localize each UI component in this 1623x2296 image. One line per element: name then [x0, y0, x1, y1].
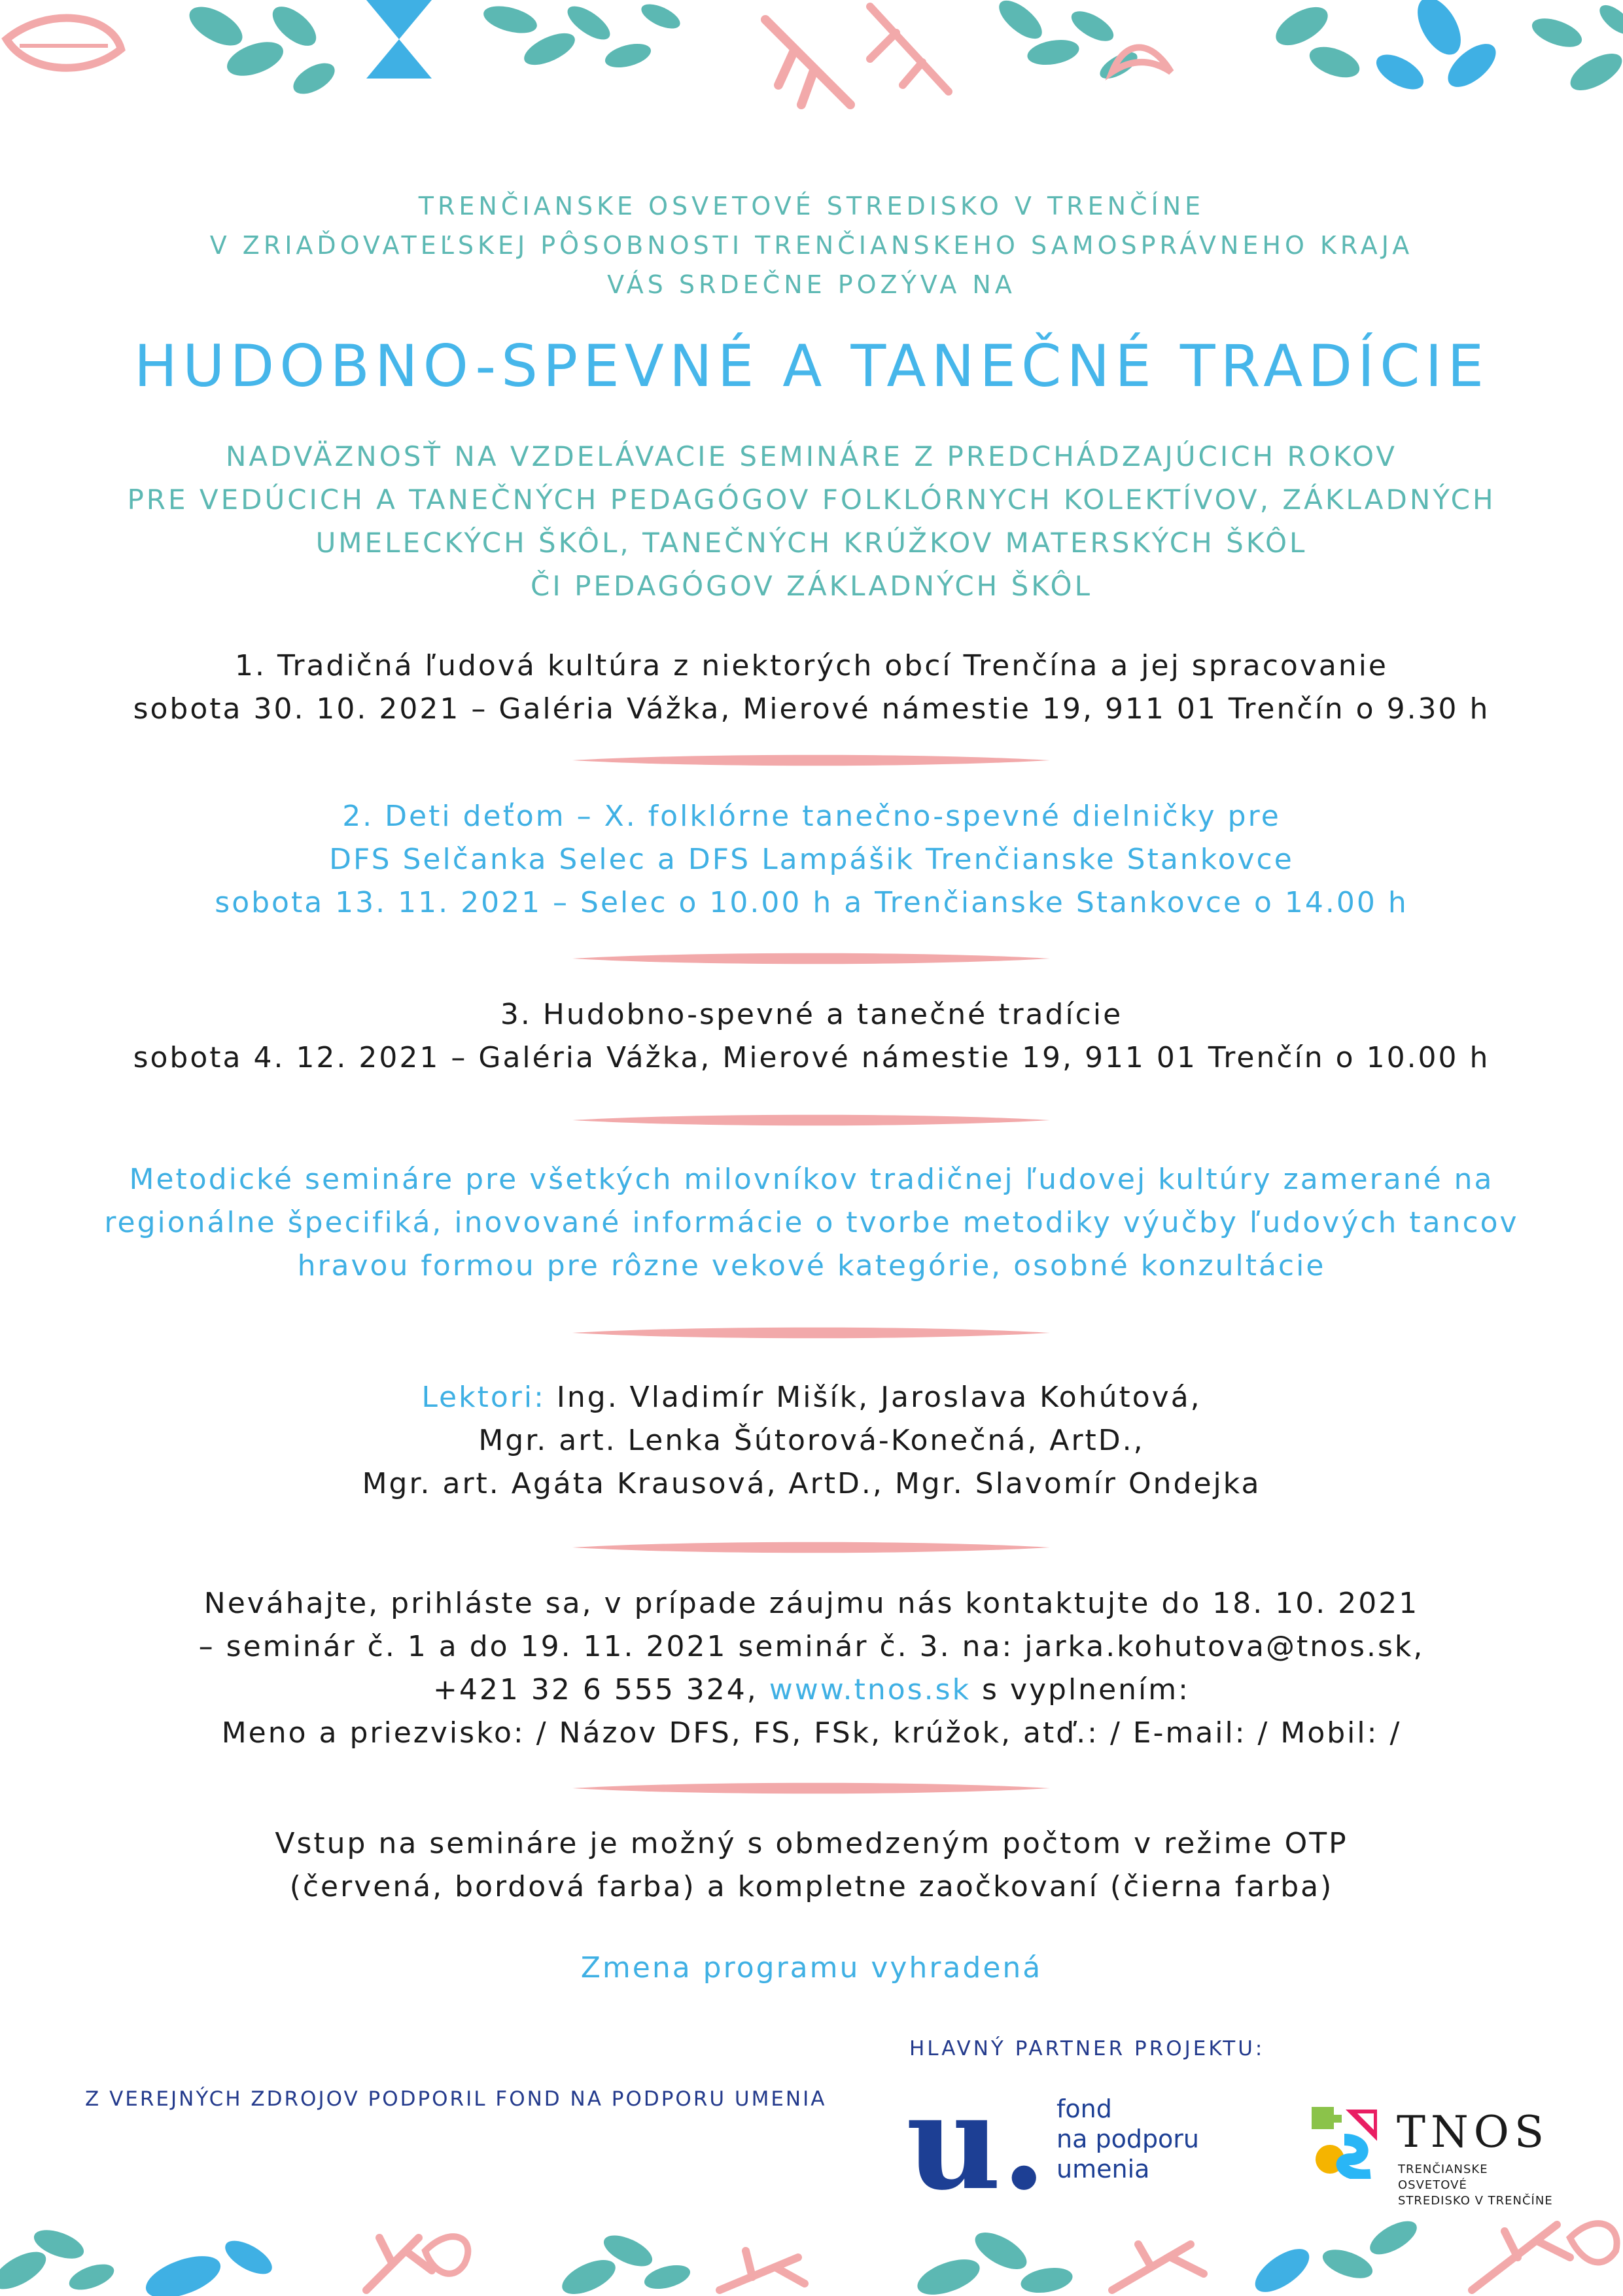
tnos-logo-sub-1: TRENČIANSKE OSVETOVÉ: [1398, 2163, 1488, 2192]
header-line-1: TRENČIANSKE OSVETOVÉ STREDISKO V TRENČÍNE: [418, 192, 1205, 221]
lecturers-names-1: Ing. Vladimír Mišík, Jaroslava Kohútová,: [545, 1381, 1202, 1414]
fpu-logo-line-1: fond: [1056, 2094, 1112, 2123]
organizer-header: [0, 186, 1623, 304]
entry-line-2: (červená, bordová farba) a kompletne zaočkovaní (čierna farba): [289, 1870, 1334, 1903]
description-line-3: hravou formou pre rôzne vekové kategórie, osobné konzultácie: [297, 1249, 1326, 1282]
event-2-details: sobota 13. 11. 2021 – Selec o 10.00 h a Trenčianske Stankovce o 14.00 h: [215, 886, 1408, 919]
phone-number: +421 32 6 555 324,: [433, 1673, 769, 1706]
entry-conditions: [0, 1822, 1623, 1909]
description-line-2: regionálne špecifiká, inovované informácie o tvorbe metodiky výučby ľudových tancov: [104, 1206, 1519, 1239]
fpu-logo-mark: u.: [906, 2066, 1047, 2219]
divider-1: [566, 749, 1056, 771]
tnos-logo-name: TNOS: [1397, 2107, 1550, 2157]
subtitle-line-1: NADVÄZNOSŤ NA VZDELÁVACIE SEMINÁRE Z PREDCHÁDZAJÚCICH ROKOV: [225, 440, 1398, 472]
subtitle-line-4: ČI PEDAGÓGOV ZÁKLADNÝCH ŠKÔL: [531, 570, 1092, 602]
event-2-title: 2. Deti deťom – X. folklórne tanečno-spevné dielničky pre: [342, 800, 1281, 833]
fpu-logo-line-2: na podporu: [1056, 2125, 1200, 2153]
divider-4: [566, 1322, 1056, 1344]
floral-bottom-decoration: [0, 2199, 1623, 2296]
website-link[interactable]: www.tnos.sk: [769, 1673, 971, 1706]
event-1: [0, 645, 1623, 731]
event-1-details: sobota 30. 10. 2021 – Galéria Vážka, Mierové námestie 19, 911 01 Trenčín o 9.30 h: [133, 692, 1490, 726]
change-notice: Zmena programu vyhradená: [580, 1951, 1043, 1985]
registration-line-3: [0, 1669, 1623, 1712]
event-3-title: 3. Hudobno-spevné a tanečné tradície: [500, 998, 1123, 1031]
funding-text: Z VEREJNÝCH ZDROJOV PODPORIL FOND NA PODPORU UMENIA: [85, 2087, 827, 2111]
header-line-3: VÁS SRDEČNE POZÝVA NA: [607, 270, 1016, 299]
lecturers-line-1: [0, 1376, 1623, 1419]
fpu-logo-text: [1056, 2094, 1199, 2184]
tnos-logo-sub-2: STREDISKO V TRENČÍNE: [1398, 2194, 1553, 2208]
fpu-logo-line-3: umenia: [1056, 2155, 1150, 2183]
lecturers-line-2: Mgr. art. Lenka Šútorová-Konečná, ArtD.,: [478, 1424, 1145, 1457]
seminar-description: [0, 1158, 1623, 1288]
divider-2: [566, 947, 1056, 970]
event-2-groups: DFS Selčanka Selec a DFS Lampášik Trenčianske Stankovce: [329, 843, 1294, 876]
subtitle: [0, 435, 1623, 608]
page-title: HUDOBNO-SPEVNÉ A TANEČNÉ TRADÍCIE: [133, 332, 1490, 400]
event-3-details: sobota 4. 12. 2021 – Galéria Vážka, Mierové námestie 19, 911 01 Trenčín o 10.00 h: [133, 1041, 1490, 1074]
divider-3: [566, 1109, 1056, 1131]
lecturers-label: Lektori:: [421, 1381, 546, 1414]
floral-top-decoration: [0, 0, 1623, 137]
fpu-logo: [906, 2066, 1259, 2219]
registration-info: [0, 1582, 1623, 1755]
registration-line-4: Meno a priezvisko: / Názov DFS, FS, FSk, krúžok, atď.: / E-mail: / Mobil: /: [221, 1716, 1402, 1750]
description-line-1: Metodické semináre pre všetkých milovníkov tradičnej ľudovej kultúry zamerané na: [129, 1163, 1494, 1196]
subtitle-line-2: PRE VEDÚCICH A TANEČNÝCH PEDAGÓGOV FOLKLÓRNYCH KOLEKTÍVOV, ZÁKLADNÝCH: [127, 484, 1496, 516]
header-line-2: V ZRIAĎOVATEĽSKEJ PÔSOBNOSTI TRENČIANSKEHO SAMOSPRÁVNEHO KRAJA: [209, 231, 1414, 260]
partner-label: HLAVNÝ PARTNER PROJEKTU:: [909, 2037, 1265, 2060]
event-1-title: 1. Tradičná ľudová kultúra z niektorých obcí Trenčína a jej spracovanie: [234, 649, 1388, 682]
subtitle-line-3: UMELECKÝCH ŠKÔL, TANEČNÝCH KRÚŽKOV MATERSKÝCH ŠKÔL: [315, 527, 1308, 559]
lecturers: [0, 1376, 1623, 1506]
lecturers-line-3: Mgr. art. Agáta Krausová, ArtD., Mgr. Slavomír Ondejka: [362, 1467, 1261, 1500]
registration-line-2: – seminár č. 1 a do 19. 11. 2021 seminár č. 3. na: jarka.kohutova@tnos.sk,: [198, 1630, 1425, 1663]
registration-suffix: s vyplnením:: [971, 1673, 1190, 1706]
divider-5: [566, 1536, 1056, 1559]
event-2: [0, 795, 1623, 925]
entry-line-1: Vstup na semináre je možný s obmedzeným počtom v režime OTP: [275, 1827, 1348, 1860]
tnos-logo: [1312, 2107, 1560, 2208]
tnos-logo-mark: [1312, 2107, 1384, 2179]
event-3: [0, 993, 1623, 1080]
registration-line-1: Neváhajte, prihláste sa, v prípade záujmu nás kontaktujte do 18. 10. 2021: [203, 1587, 1420, 1620]
divider-6: [566, 1777, 1056, 1799]
